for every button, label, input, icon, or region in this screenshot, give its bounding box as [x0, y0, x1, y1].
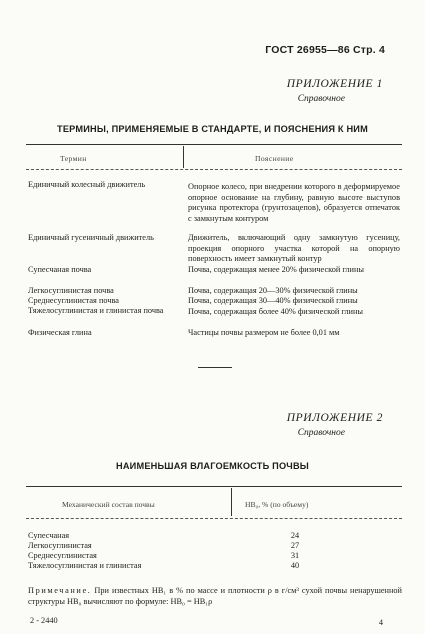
def-7: Частицы почвы размером не более 0,01 мм [188, 328, 340, 337]
table1-top-rule [26, 144, 402, 145]
table1-col-def: Пояснение [255, 154, 294, 163]
note-lead: Примечание. [28, 586, 92, 595]
term-7: Физическая глина [28, 328, 92, 337]
term-3: Супесчаная почва [28, 265, 92, 274]
def-1: Опорное колесо, при внедрении которого в деформируемое опорное основание на глубину, равную высоте выступов рисунка протектора (грунтозацепов), образуется отпечаток с замкнутым контуром [188, 182, 400, 223]
table2-note [28, 586, 402, 607]
table2-col-divider [231, 488, 232, 516]
soil-4: Тяжелосуглинистая и глинистая [28, 561, 142, 570]
value-1: 24 [290, 531, 300, 540]
term-1: Единичный колесный движитель [28, 180, 146, 189]
note-text: При известных НВ₁ в % по массе и плотности ρ в г/см³ сухой почвы ненарушенной структуры НВ₀ вычисляют по формуле: НВ₀ = НВ₁ρ [28, 586, 403, 606]
page-header: ГОСТ 26955—86 Стр. 4 [265, 44, 385, 56]
def-6: Почва, содержащая более 40% физической глины [188, 307, 364, 316]
table2-col-hb: НВ₀, % (по объему) [245, 500, 309, 509]
section-separator [198, 367, 232, 368]
value-4: 40 [290, 561, 300, 570]
soil-2: Легкосуглинистая [28, 541, 92, 550]
term-5: Среднесуглинистая почва [28, 296, 119, 305]
table2-top-rule [26, 486, 402, 487]
page-number: 4 [378, 618, 383, 627]
term-6: Тяжелосуглинистая и глинистая почва [28, 306, 164, 315]
value-2: 27 [290, 541, 300, 550]
table1-col-divider [183, 146, 184, 168]
appendix1-label: ПРИЛОЖЕНИЕ 1 [286, 78, 383, 90]
value-3: 31 [290, 551, 300, 560]
soil-1: Супесчаная [28, 531, 70, 540]
table1-header-rule [26, 169, 402, 170]
def-5: Почва, содержащая 30—40% физической глины [188, 296, 358, 305]
appendix1-title: ТЕРМИНЫ, ПРИМЕНЯЕМЫЕ В СТАНДАРТЕ, И ПОЯСНЕНИЯ К НИМ [57, 124, 368, 134]
appendix2-title: НАИМЕНЬШАЯ ВЛАГОЕМКОСТЬ ПОЧВЫ [116, 461, 309, 471]
table2-header-rule [26, 518, 402, 519]
table1-col-term: Термин [60, 154, 87, 163]
def-3: Почва, содержащая менее 20% физической глины [188, 265, 364, 274]
print-mark: 2 - 2440 [30, 616, 58, 625]
term-4: Легкосуглинистая почва [28, 286, 114, 295]
appendix2-label: ПРИЛОЖЕНИЕ 2 [286, 412, 383, 424]
def-4: Почва, содержащая 20—30% физической глины [188, 286, 358, 295]
def-2: Движитель, включающий одну замкнутую гусеницу, проекция опорного участка которой на опорную поверхность имеет замкнутый контур [188, 233, 400, 263]
term-2: Единичный гусеничный движитель [28, 233, 154, 242]
appendix2-type: Справочное [297, 428, 345, 438]
table2-col-composition: Механический состав почвы [62, 500, 155, 509]
soil-3: Среднесуглинистая [28, 551, 97, 560]
appendix1-type: Справочное [297, 94, 345, 104]
